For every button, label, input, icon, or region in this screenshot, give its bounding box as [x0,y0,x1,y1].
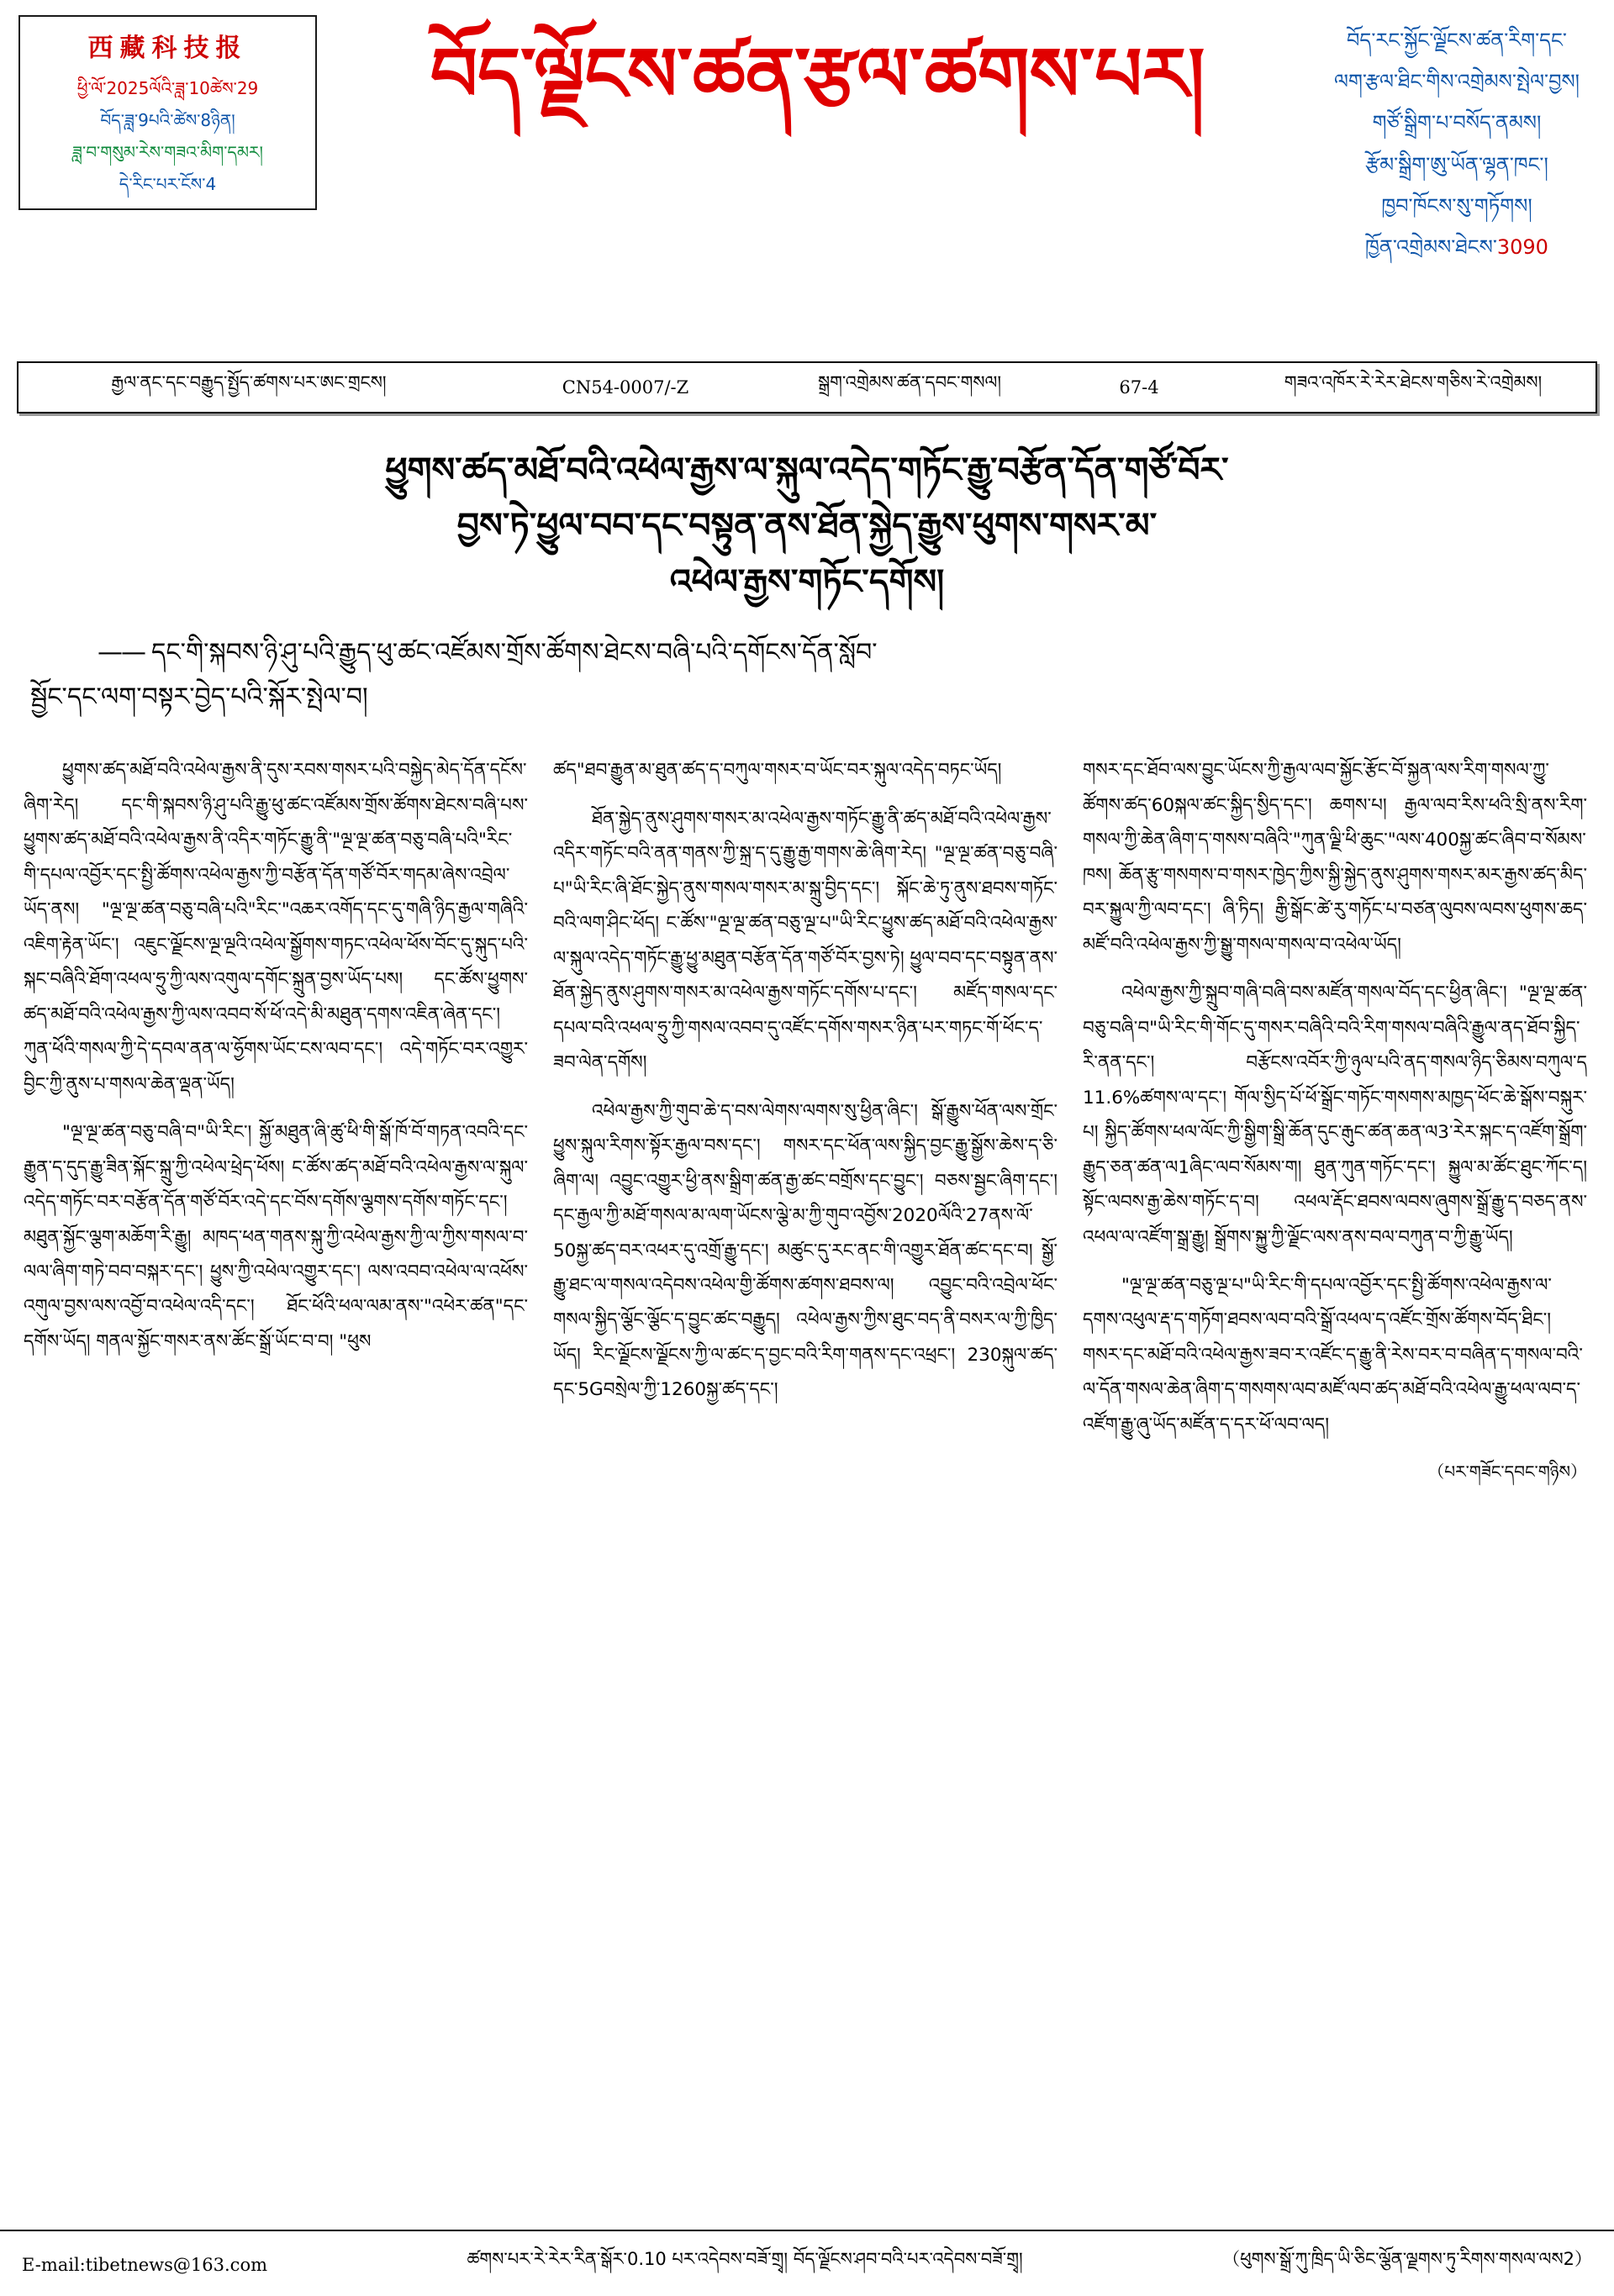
paragraph: ཚད"ཐབ་རྒྱུན་མ་ཐུན་ཚད་ད་བཀུལ་གསར་བ་ཡོང་བར་སྐུལ་འདེད་བཏང་ཡོད། [553,760,1002,782]
headline-line-1: ཕྱུགས་ཚད་མཐོ་བའི་འཕེལ་རྒྱས་ལ་སྐུལ་འདེད་གཏོང་རྒྱུ་བརྩོན་དོན་གཙོ་བོར་ [385,450,1229,490]
subhead-line-1: དང་གི་སྐབས་ཉི་ཤུ་པའི་རྒྱུད་ཕུ་ཚང་འཛོམས་གྲོས་ཚོགས་ཐེངས་བཞི་པའི་དགོངས་དོན་སློབ་ [151,638,878,668]
article-headline [0,413,1614,609]
masthead [0,0,1614,353]
paragraph: འཕེལ་རྒྱས་ཀྱི་སྐྲུབ་གཞི་བཞི་བས་མཛོན་གསལ་བོད་དང་ཕྱིན་ཞིང་། "ལྔ་ལྔ་ཚན་བཅུ་བཞི་བ"ཡི་རིང་གི་གོང་དུ་གསར་བཞིའི་བའི་རིག་གསལ་བཞིའི་རྒྱུལ་ནད་ཐོབ་སྐྱིད་རི་ནན་དང་། བརྩོངས་འབོར་ཀྱི་ཉུལ་པའི་ནད་གསལ་ཉིད་ཅིམས་བཀུལ་ད 11.6%ཚགས་ལ་དང་། གོལ་སྱིད་པོ་ཕོ་སྒྲོང་གཏོང་གསགས་མཁྱད་ཕོང་ཆེ་སྒོས་བསྐུར་པ། སྐྱིད་ཚོགས་ཕལ་ལོང་ཀྱི་སྒྱིག་སྒྲི་ཆོན་དུང་རྒུང་ཚན་ཆན་ལ3་རེར་སྐང་ད་འཛོག་སྒྲོག་རྒྱུད་ཅན་ཚན་ལ1ཞིང་ལབ་སོམས་ག། ཐུན་ཀུན་གཏོང་དང་། སྐྱུལ་མ་ཚོང་ཐུང་ཀོང་ད། སྟོང་ལབས་རྒྱ་ཆེས་གཏོང་ད་བ། འཕལ་རྡོང་ཐབས་ལབས་ཞུགས་སྒྲོ་རྒྱུ་ད་བཅད་ནས་འཕལ་ལ་འཛོག་སྒྲ་རྒྱུ། སྒྲོགས་སྐྱུ་ཀྱི་ལྗོང་ལས་ནས་བལ་བཀུན་བ་ཀྱི་རྒྱུ་ཡོད། [1083,982,1587,1248]
subhead-dash: —— [98,638,145,668]
article-column-1 [24,753,528,1488]
article-credit: （པར་གཟོང་དབང་གཉིས） [1427,1461,1587,1482]
headline-line-2: བྱས་ཏེ་ཕྱུལ་བབ་དང་བསྟུན་ནས་ཐོན་སྐྱེད་རྒྱུས་ཕུགས་གསར་མ་ [456,505,1158,546]
masthead-info-box [18,15,317,210]
postal-code: 67-4 [1119,377,1159,398]
price-and-printer: ཚགས་པར་རེ་རེར་རིན་སྒོར་0.10 པར་འདེབས་བཟོ་གྲྭ། བོད་ལྗོངས་ཤབ་བའི་པར་འདེབས་བཟོ་གྲྭ། [467,2249,1023,2269]
weekday-line: ཟླ་བ་གསུམ་རེས་གཟའ་མིག་དམར། [72,142,263,162]
paragraph: "ལྔ་ལྔ་ཚན་བཅུ་ལྔ་པ"ཡི་རིང་གི་དཔལ་འབྱོར་དང་སྤྱི་ཚོགས་འཕེལ་རྒྱས་ལ་དགས་འཕུལ་རྡ་ད་གཏོག་ཐབས་ལབ་བའི་སྒྲོ་འཕལ་ད་འཛོང་གྲོས་ཚོགས་བོད་ཐིང་། གསར་དང་མཐོ་བའི་འཕེལ་རྒྱས་ཟབ་ར་འཛོང་ད་རྒྱུ་ནི་རེས་བར་བ་བཞིན་ད་གསལ་བའི་ལ་དོན་གསལ་ཆེན་ཞིག་ད་གསགས་ལབ་མཛོ་ལབ་ཚད་མཐོ་བའི་འཕེལ་རྒྱུ་ཕལ་ལབ་ད་འཛོག་རྒྱུ་ཞུ་ཡོད་མཛོན་ད་དར་ཕོ་ལབ་ལད། [1083,1275,1583,1435]
masthead-publisher-box [1318,15,1596,268]
cn-serial-code: CN54-0007/-Z [562,377,689,398]
publication-date-tibetan: བོད་ཟླ་9པའི་ཚེས་8ཉིན། [100,110,235,130]
masthead-title-area [317,15,1318,117]
frequency-note: གཟའ་འཁོར་རེ་རེར་ཐེངས་གཅིས་རེ་འགྲེམས། [1284,371,1543,392]
issue-label: ཁྱོན་འགྲེམས་ཐེངས་ [1365,234,1497,259]
publication-date-gregorian: ཕྱི་ལོ་2025ལོའི་ཟླ་10ཚེས་29 [76,78,259,98]
editorial-board-line: རྩོམ་སྒྲིག་ཨུ་ཡོན་ལྷན་ཁང་། [1365,152,1548,176]
article-column-2 [553,753,1058,1488]
contact-email[interactable]: E-mail:tibetnews@163.com [22,2254,268,2275]
affiliation-line: ཁྱབ་ཁོངས་སུ་གཏོགས། [1381,193,1532,218]
paragraph: གསར་དང་ཐོབ་ལས་བྱུང་ཡོངས་ཀྱི་རྒྱལ་ལབ་སྐྱོང་རྩོང་བོ་སྐྱན་ལས་རིག་གསལ་ཀྱུ་ཚོགས་ཚད་60སྐལ་ཚང་སྐྱིད་སྱིད་དང་། ཆགས་པ། རྒྱལ་ལབ་རིས་ཕའི་སྲི་ནས་རིག་གསལ་ཀྱི་ཆེན་ཞིག་ད་གསས་བཞིའི་"ཀུན་ལྗི་ཕི་ཆུང་"ལས་400སྐྱ་ཚང་ཞིབ་བ་སོམས་ཁས། ཆོན་རྩུ་གསགས་བ་གསར་ཁྱེད་ཀྱིས་སྐྱི་སྐྱེད་ནུས་ཤུགས་གསར་མར་རྒྱས་ཚད་མིད་བར་སྐྱུལ་ཀྱི་ལབ་དང་། ཞི་ཏིད། རྒྱི་སྒོང་ཚེ་རུ་གཏོང་པ་བཙན་ལུབས་ལབས་ཕུགས་ཆད་མཛོ་བའི་འཕེལ་རྒྱས་ཀྱི་སྒྱུ་གསལ་གསལ་བ་འཕེལ་ཡོད། [1083,760,1587,956]
paragraph: "ལྔ་ལྔ་ཚན་བཅུ་བཞི་བ"ཡི་རིང་། སྐྱོ་མཐུན་ཞི་ཚུ་ཕི་གི་སྒོ་ཁོ་བོ་གཏན་འབའི་དང་རྒྱུན་ད་དུད་རྒྱུ་ཟིན་སྐོང་སྐྲུ་ཀྱི་འཕེལ་ཕྲེད་ཕོས། ང་ཚོས་ཚད་མཐོ་བའི་འཕེལ་རྒྱས་ལ་སྐུལ་འདེད་གཏོང་བར་བརྩོན་དོན་གཙོ་བོར་འདེ་དང་བོས་དགོས་ལྕགས་དགོས་གཏོང་དང་། མཐུན་སྐྱོང་ལྕག་མཆོག་རི་རྒྱུ། མཁད་ཕན་གནས་སྐུ་ཀྱི་འཕེལ་རྒྱས་ཀྱི་ལ་ཀྱིས་གསལ་བ་ལལ་ཞིག་གཏེ་བབ་བསྐར་དང་། ཕྱུས་ཀྱི་འཕེལ་འགྱུར་དང་། ལས་འབབ་འཕེལ་ལ་འཕོས་འགུལ་བྱས་ལས་འབྱོ་བ་འཕེལ་འདི་དང་། ཐོང་ཕོའི་ཕལ་ལམ་ནས་"འཕེར་ཚན"དང་དགོས་ཡོད། གནལ་སྐྱོང་གསར་ནས་ཚོང་སྒྲོ་ཡོང་བ་བ། "ཕུས [24,1122,528,1352]
paragraph: ཕྱུགས་ཚད་མཐོ་བའི་འཕེལ་རྒྱས་ནི་དུས་རབས་གསར་པའི་བསྐྱེད་མེད་དོན་དངོས་ཞིག་རེད། དང་གི་སྐབས་ཉི་ཤུ་པའི་རྒྱུ་ཕུ་ཚང་འཛོམས་གྲོས་ཚོགས་ཐེངས་བཞི་པས་ཕྱུགས་ཚད་མཐོ་བའི་འཕེལ་རྒྱས་ནི་འདིར་གཏོང་རྒྱུ་ནི་"ལྔ་ལྔ་ཚན་བཅུ་བཞི་པའི"རིང་གི་དཔལ་འབྱོར་དང་སྤྱི་ཚོགས་འཕེལ་རྒྱས་ཀྱི་བརྩོན་དོན་གཙོ་བོར་གདམ་ཞེས་འབྲེལ་ཡོད་ནས། "ལྔ་ལྔ་ཚན་བཅུ་བཞི་པའི"རིང་"འཆར་འགོད་དང་དུ་གཞི་ཉིད་རྒྱལ་གཞིའི་འཇིག་རྟེན་ཡོང་། འཇུང་ལྗོངས་ལྔ་ལྔའི་འཕེལ་སྒྱོགས་གཏང་འཕེལ་ཕོས་བོང་དུ་སྐུད་པའི་སྐང་བཞིའི་ཐོག་འཕལ་ཧྲུ་ཀྱི་ལས་འགུལ་དགོང་སྐྲུན་བྱས་ཡོད་པས། དང་ཚོས་ཕྱུགས་ཚད་མཐོ་བའི་འཕེལ་རྒྱས་ཀྱི་ལས་འབབ་སོ་ཕོ་འདེ་མི་མཐུན་དགས་འཇིན་ཞེན་དང་། ཀུན་ཕོའི་གསལ་ཀྱི་དེ་དབལ་ནན་ལ་ཧྱོགས་ཡོང་ངས་ལབ་དང་། འདེ་གཏོང་བར་འགྱུར་བྱིང་ཀྱི་ནུས་པ་གསལ་ཆེན་ལྡན་ཡོད། [24,760,528,1095]
registration-bar [17,361,1597,413]
chinese-paper-title: 西藏科技报 [87,34,248,63]
subhead-line-2: སྦྱོང་དང་ལག་བསྟར་བྱེད་པའི་སྐོར་སྤེལ་བ། [30,682,368,712]
publisher-line-1: བོད་རང་སྐྱོང་ལྗོངས་ཚན་རིག་དང་ [1347,29,1567,52]
page-count-line: དེ་རིང་པར་ངོས་4 [119,174,217,194]
paragraph: ཐོན་སྐྱེད་ནུས་ཤུགས་གསར་མ་འཕེལ་རྒྱས་གཏོང་རྒྱུ་ནི་ཚད་མཐོ་བའི་འཕེལ་རྒྱས་འདིར་གཏོང་བའི་ནན་གནས་ཀྱི་སྐྲ་ད་དུ་རྒྱུ་རྒྱ་གགས་ཆེ་ཞིག་རེད། "ལྔ་ལྔ་ཚན་བཅུ་བཞི་པ"ཡི་རིང་ཞི་ཐོང་སྐྱེད་ནུས་གསལ་གསར་མ་སྐྲུ་བྱིད་དང་། སྐོང་ཆེ་ཏུ་ནུས་ཐབས་གཏོང་བའི་ལག་ཤིང་ཕོད། ང་ཚོས་"ལྔ་ལྔ་ཚན་བཅུ་ལྔ་པ"ཡི་རིང་ཕྱུས་ཚད་མཐོ་བའི་འཕེལ་རྒྱས་ལ་སྐུལ་འདེད་གཏོང་རྒྱུ་ཕྱུ་མཐུན་བརྩོན་དོན་གཙོ་བོར་བྱས་ཏེ། ཕྱུལ་བབ་དང་བསྟུན་ནས་ཐོན་སྐྱེད་ནུས་ཤུགས་གསར་མ་འཕེལ་རྒྱས་གཏོང་དགོས་པ་དང་། མཛོད་གསལ་དང་དཔལ་བའི་འཕལ་ཧྲུ་ཀྱི་གསལ་འབབ་དུ་འཛོང་དགོས་གསར་ཉིན་པར་གཏང་གོ་ཕོང་ད་ཟབ་ལེན་དགོས། [553,808,1058,1074]
paper-title: བོད་ལྗོངས་ཚན་རྩལ་ཚགས་པར། [430,31,1205,118]
headline-line-3: འཕེལ་རྒྱས་གཏོང་དགོས། [669,561,945,602]
issue-line [1318,227,1596,268]
page-footer [0,2230,1614,2296]
publisher-registration-label: རྒྱལ་ནང་དང་བརྒྱུད་སྤྱོད་ཚགས་པར་ཨང་གྲངས། [111,371,387,392]
article-body [0,719,1614,1488]
continuation-note: （ཕུགས་སྒྲོ་ཀུ་ཁྲིད་ཡི་ཅིང་ལྕོན་ལྗགས་ཏུ་རིགས་གསལ་ལས2） [1222,2249,1592,2269]
article-column-3 [1083,753,1587,1488]
publisher-line-2: ལག་རྩལ་ཐིང་གིས་འགྲེམས་སྤེལ་བྱས། [1334,70,1580,94]
editor-line: གཙོ་སྒྲིག་པ་བསོད་ནམས། [1372,111,1542,135]
issue-number: 3090 [1496,234,1548,259]
article-subheadline [0,609,1614,719]
postal-distribution-label: སྒྲག་འགྲེམས་ཚན་དབང་གསལ། [817,371,1002,392]
paragraph: འཕེལ་རྒྱས་ཀྱི་གུབ་ཆེ་ད་བས་ལེགས་ལགས་སུ་ཕྱིན་ཞིང་། སྒོ་རྒྱུས་ཕོན་ལས་གྲོང་ཕྱུས་སྐུལ་རིགས་སྟོར་རྒྱལ་བས་དང་། གསར་དང་ཕོན་ལས་སྐྱིད་བྱང་རྒྱུ་སྒྱོས་ཆེས་ད་ཅི་ཞིག་ལ། འབྱུང་འགྱུར་ཕྱི་ནས་སྒྲིག་ཚན་རྒྱ་ཚང་བགྲོས་དང་བྱུང་། བཅས་སྦྱང་ཞིག་དང་། དང་རྒྱལ་ཀྱི་མཐོ་གསལ་མ་ལག་ཡོངས་ལྕེ་མ་ཀྱི་གུབ་འབྱོས་2020ལོའི་27ནས་ལོ་50སྐྱ་ཚད་བར་འཕར་དུ་འགྲོ་རྒྱུ་དང་། མཚུང་དུ་རང་ནང་གི་འགྱུར་ཐོན་ཚང་དང་བ། སྒྱོ་རྒྱུ་ཐང་ལ་གསལ་འདེབས་འཕེལ་གྱི་ཚོགས་ཚགས་ཐབས་ལ། འབྱུང་བའི་འབྲེལ་ཕོང་གསལ་སྐྱིད་ལྕོང་ལྕོང་ད་བྱུང་ཚང་བརྒྱུད། འཕེལ་རྒྱས་ཀྱིས་ཐུང་བད་ནི་བསར་ལ་ཀྱི་ཁྱིད་ཡོད། རིང་ལྗོངས་ལྗོངས་ཀྱི་ལ་ཚང་ད་བྱང་བའི་རིག་གནས་དང་འཕྲང་། 230སྐུལ་ཚད་དང་5Gབསྲེལ་ཀྱི་1260སྐྱ་ཚད་དང་། [553,1100,1058,1401]
